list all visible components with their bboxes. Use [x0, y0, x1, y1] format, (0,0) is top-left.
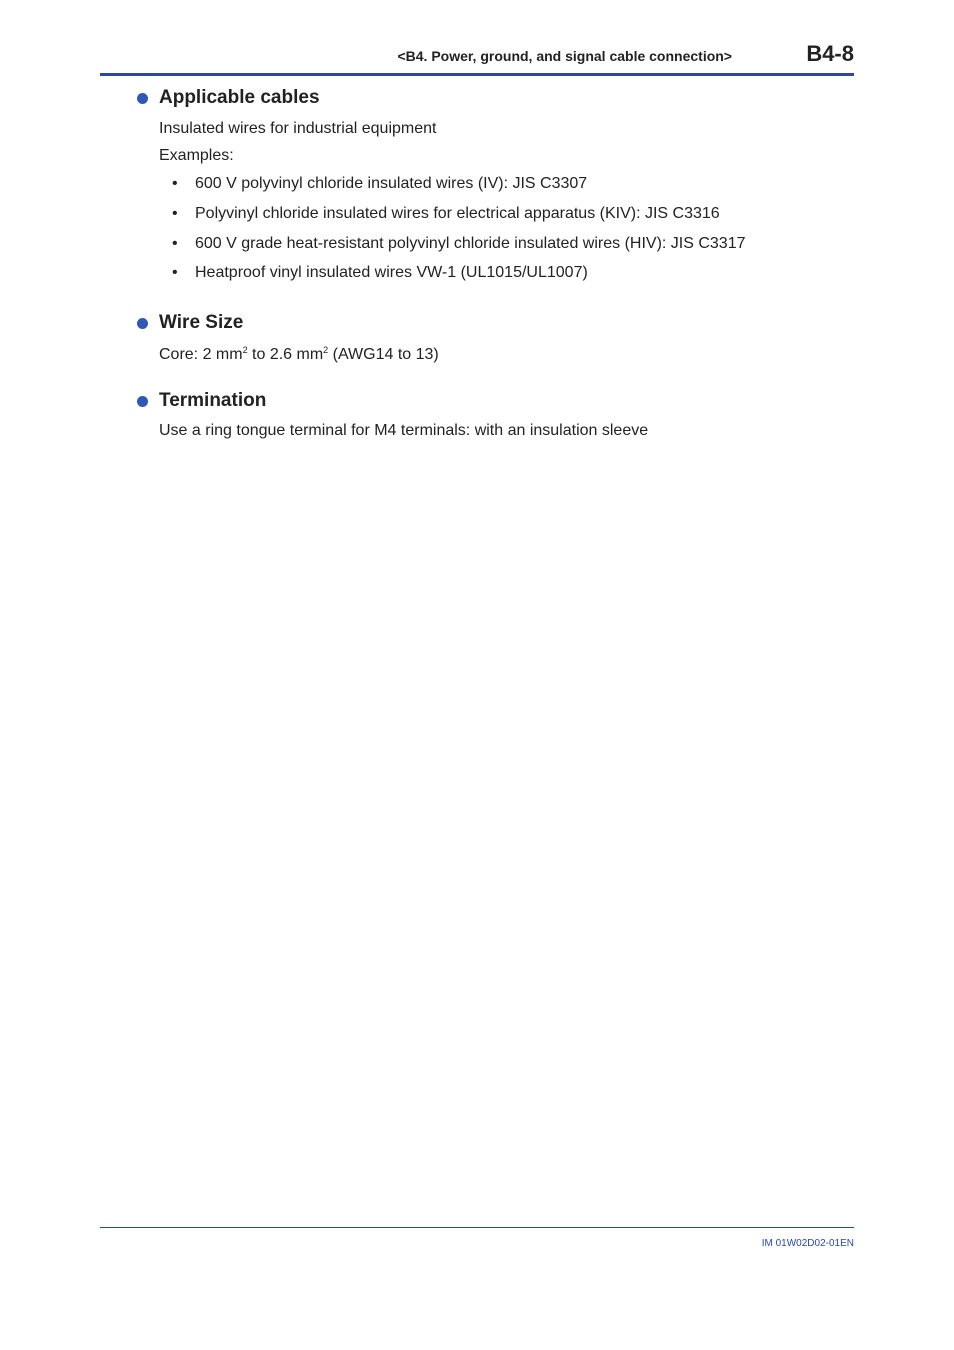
header-divider [100, 73, 854, 76]
page-number: B4-8 [806, 41, 854, 66]
bullet-dot-icon [137, 396, 148, 407]
heading-termination [137, 390, 266, 412]
list-item [172, 235, 746, 253]
heading-applicable-cables [137, 87, 320, 109]
list-item [172, 175, 587, 193]
heading-wire-size [137, 312, 243, 334]
heading-text: Wire Size [159, 312, 244, 333]
applicable-intro: Insulated wires for industrial equipment [159, 120, 437, 137]
list-item [172, 205, 720, 223]
list-item [172, 264, 588, 282]
list-bullet-icon: • [172, 235, 178, 252]
list-item-text: 600 V polyvinyl chloride insulated wires (IV): JIS C3307 [195, 175, 588, 192]
wire-size-part: Core: 2 mm [159, 346, 243, 363]
superscript: 2 [323, 345, 329, 355]
footer-doc-code: IM 01W02D02-01EN [761, 1238, 854, 1249]
list-bullet-icon: • [172, 264, 178, 281]
footer-divider [100, 1227, 854, 1228]
wire-size-part: to 2.6 mm [247, 346, 324, 363]
superscript: 2 [242, 345, 248, 355]
bullet-dot-icon [137, 93, 148, 104]
heading-text: Termination [159, 390, 267, 411]
termination-text: Use a ring tongue terminal for M4 terminals: with an insulation sleeve [159, 422, 649, 439]
bullet-dot-icon [137, 318, 148, 329]
list-bullet-icon: • [172, 175, 178, 192]
header-section-title: <B4. Power, ground, and signal cable connection> [397, 48, 732, 64]
list-bullet-icon: • [172, 205, 178, 222]
heading-text: Applicable cables [159, 87, 320, 108]
list-item-text: Polyvinyl chloride insulated wires for electrical apparatus (KIV): JIS C3316 [195, 205, 720, 222]
list-item-text: 600 V grade heat-resistant polyvinyl chloride insulated wires (HIV): JIS C3317 [195, 235, 746, 252]
examples-label: Examples: [159, 147, 234, 164]
list-item-text: Heatproof vinyl insulated wires VW-1 (UL1015/UL1007) [195, 264, 588, 281]
wire-size-part: (AWG14 to 13) [328, 346, 439, 363]
wire-size-text [159, 345, 439, 364]
